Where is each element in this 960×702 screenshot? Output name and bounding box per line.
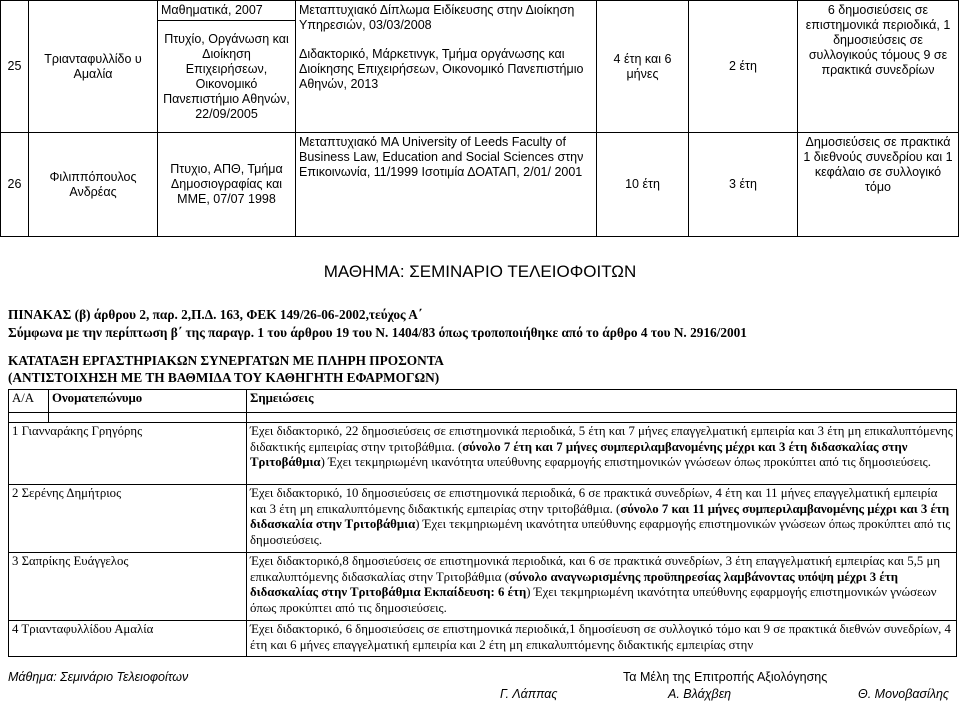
rank: 1 [12, 424, 19, 438]
header-name: Ονοματεπώνυμο [49, 390, 247, 413]
candidate-name: Τριανταφυλλίδου Αμαλία [21, 622, 154, 636]
candidate-name: Σερένης Δημήτριος [21, 486, 122, 500]
table-row [9, 621, 957, 657]
candidate-cell [9, 621, 247, 657]
header-notes: Σημειώσεις [247, 390, 957, 413]
math-degree: Μαθηματικά, 2007 [158, 1, 296, 21]
rank: 3 [12, 554, 19, 568]
candidate-cell [9, 553, 247, 621]
notes: Έχει διδακτορικό, 10 δημοσιεύσεις σε επιστημονικά περιοδικά, 6 σε πρακτικά συνεδρίων, 4 έτη και 11 μήνες επαγγελματική εμπειρία και 3 έτη μη επικαλυπτόμενης διδακτικής εμπειρίας στην τριτοβάθμια. (σύνολο 7 και 11 μήνες συμπεριλαμβανομένης μέχρι και 3 έτη διδασκαλία στην Τριτοβάθμια) Έχει τεκμηριωμένη ικανότητα υπεύθυνης εφαρμογής επιστημονικών γνώσεων όπως προκύπτει από τις δημοσιεύσεις. [247, 485, 957, 553]
applicants-table [0, 0, 958, 234]
header-aa: Α/Α [9, 390, 49, 413]
committee-member: Γ. Λάππας [500, 687, 558, 701]
row-no: 25 [1, 1, 29, 133]
committee-title: Τα Μέλη της Επιτροπής Αξιολόγησης [623, 670, 828, 684]
postgrad: Μεταπτυχιακό MA University of Leeds Faculty of Business Law, Education and Social Sciences στην Επικοινωνία, 11/1999 Ισοτιμία ΔΟΑΤΑΠ, 2/01/ 2001 [296, 133, 597, 237]
publications: Δημοσιεύσεις σε πρακτικά 1 διεθνούς συνεδρίου και 1 κεφάλαιο σε συλλογικό τόμο [798, 133, 959, 237]
candidate-name: Σαπρίκης Ευάγγελος [21, 554, 129, 568]
row-no: 26 [1, 133, 29, 237]
experience: 4 έτη και 6 μήνες [597, 1, 689, 133]
table-row [9, 423, 957, 485]
applicant-name: Φιλιππόπουλος Ανδρέας [29, 133, 158, 237]
committee-member: Θ. Μονοβασίλης [858, 687, 949, 701]
notes: Έχει διδακτορικό,8 δημοσιεύσεις σε επιστημονικά περιοδικά, και 6 σε πρακτικά συνεδρίων, 3 έτη επαγγελματική εμπειρίας και 5,5 μη επικαλυπτόμενης διδασκαλίας στην Τριτοβάθμια (σύνολο αναγνωρισμένης προϋπηρεσίας λαμβάνοντας υπόψη μέχρι 3 έτη διδασκαλίας στην Τριτοβάθμια Εκπαίδευση: 6 έτη) Έχει τεκμηριωμένη ικανότητα υπεύθυνης εφαρμογής επιστημονικών γνώσεων όπως προκύπτει από τις δημοσιεύσεις. [247, 553, 957, 621]
notes: Έχει διδακτορικό, 6 δημοσιεύσεις σε επιστημονικά περιοδικά,1 δημοσίευση σε συλλογικό τόμο και 9 σε πρακτικά διεθνών συνεδρίων, 4 έτη και 6 μήνες επαγγελματική εμπειρία και 2 έτη μη επικαλυπτόμενης διδακτικής εμπειρίας στην [247, 621, 957, 657]
publications: 6 δημοσιεύσεις σε επιστημονικά περιοδικά, 1 δημοσιεύσεις σε συλλογικούς τόμους 9 σε πρακτικά συνεδρίων [798, 1, 959, 133]
postgrad-cell [296, 1, 597, 133]
candidate-cell [9, 423, 247, 485]
ranking-table [8, 389, 958, 657]
degree: Πτυχίο, Οργάνωση και Διοίκηση Επιχειρήσεων, Οικονομικό Πανεπιστήμιο Αθηνών, 22/09/2005 [158, 21, 296, 133]
applicant-name: Τριανταφυλλίδο υ Αμαλία [29, 1, 158, 133]
postgrad-2: Διδακτορικό, Μάρκετινγκ, Τμήμα οργάνωσης και Διοίκησης Επιχειρήσεων, Οικονομικό Πανεπιστήμιο Αθηνών, 2013 [299, 47, 584, 91]
teaching: 3 έτη [689, 133, 798, 237]
rank: 4 [12, 622, 19, 636]
candidate-name: Γιανναράκης Γρηγόρης [21, 424, 143, 438]
table-row [9, 485, 957, 553]
table-reference: ΠΙΝΑΚΑΣ (β) άρθρου 2, παρ. 2,Π.Δ. 163, ΦΕΚ 149/26-06-2002,τεύχος Α΄ [8, 307, 423, 322]
law-reference: Σύμφωνα με την περίπτωση β΄ της παραγρ. 1 του άρθρου 19 του Ν. 1404/83 όπως τροποποιήθηκε από το άρθρο 4 του Ν. 2916/2001 [8, 325, 747, 340]
subject-title: ΜΑΘΗΜΑ: ΣΕΜΙΝΑΡΙΟ ΤΕΛΕΙΟΦΟΙΤΩΝ [323, 262, 637, 281]
ranking-subtitle: (ΑΝΤΙΣΤΟΙΧΗΣΗ ΜΕ ΤΗ ΒΑΘΜΙΔΑ ΤΟΥ ΚΑΘΗΓΗΤΗ ΕΦΑΡΜΟΓΩΝ) [8, 370, 440, 385]
candidate-cell [9, 485, 247, 553]
footer-subject: Μάθημα: Σεμινάριο Τελειοφοίτων [8, 670, 189, 684]
footer [0, 670, 960, 702]
notes: Έχει διδακτορικό, 22 δημοσιεύσεις σε επιστημονικά περιοδικά, 5 έτη και 7 μήνες επαγγελματική εμπειρία και 3 έτη μη επικαλυπτόμενης διδακτικής εμπειρίας στην τριτοβάθμια. (σύνολο 7 έτη και 7 μήνες συμπεριλαμβανομένης μέχρι και 3 έτη διδασκαλίας στην Τριτοβάθμια) Έχει τεκμηριωμένη ικανότητα υπεύθυνης εφαρμογής επιστημονικών γνώσεων όπως προκύπτει από τις δημοσιεύσεις. [247, 423, 957, 485]
table-row [9, 553, 957, 621]
ranking-title: ΚΑΤΑΤΑΞΗ ΕΡΓΑΣΤΗΡΙΑΚΩΝ ΣΥΝΕΡΓΑΤΩΝ ΜΕ ΠΛΗΡΗ ΠΡΟΣΟΝΤΑ [8, 353, 444, 368]
rank: 2 [12, 486, 19, 500]
experience: 10 έτη [597, 133, 689, 237]
teaching: 2 έτη [689, 1, 798, 133]
postgrad-1: Μεταπτυχιακό Δίπλωμα Ειδίκευσης στην Διοίκηση Υπηρεσιών, 03/03/2008 [299, 3, 575, 32]
committee-member: Α. Βλάχβεη [668, 687, 732, 701]
degree: Πτυχιο, ΑΠΘ, Τμήμα Δημοσιογραφίας και ΜΜΕ, 07/07 1998 [158, 133, 296, 237]
